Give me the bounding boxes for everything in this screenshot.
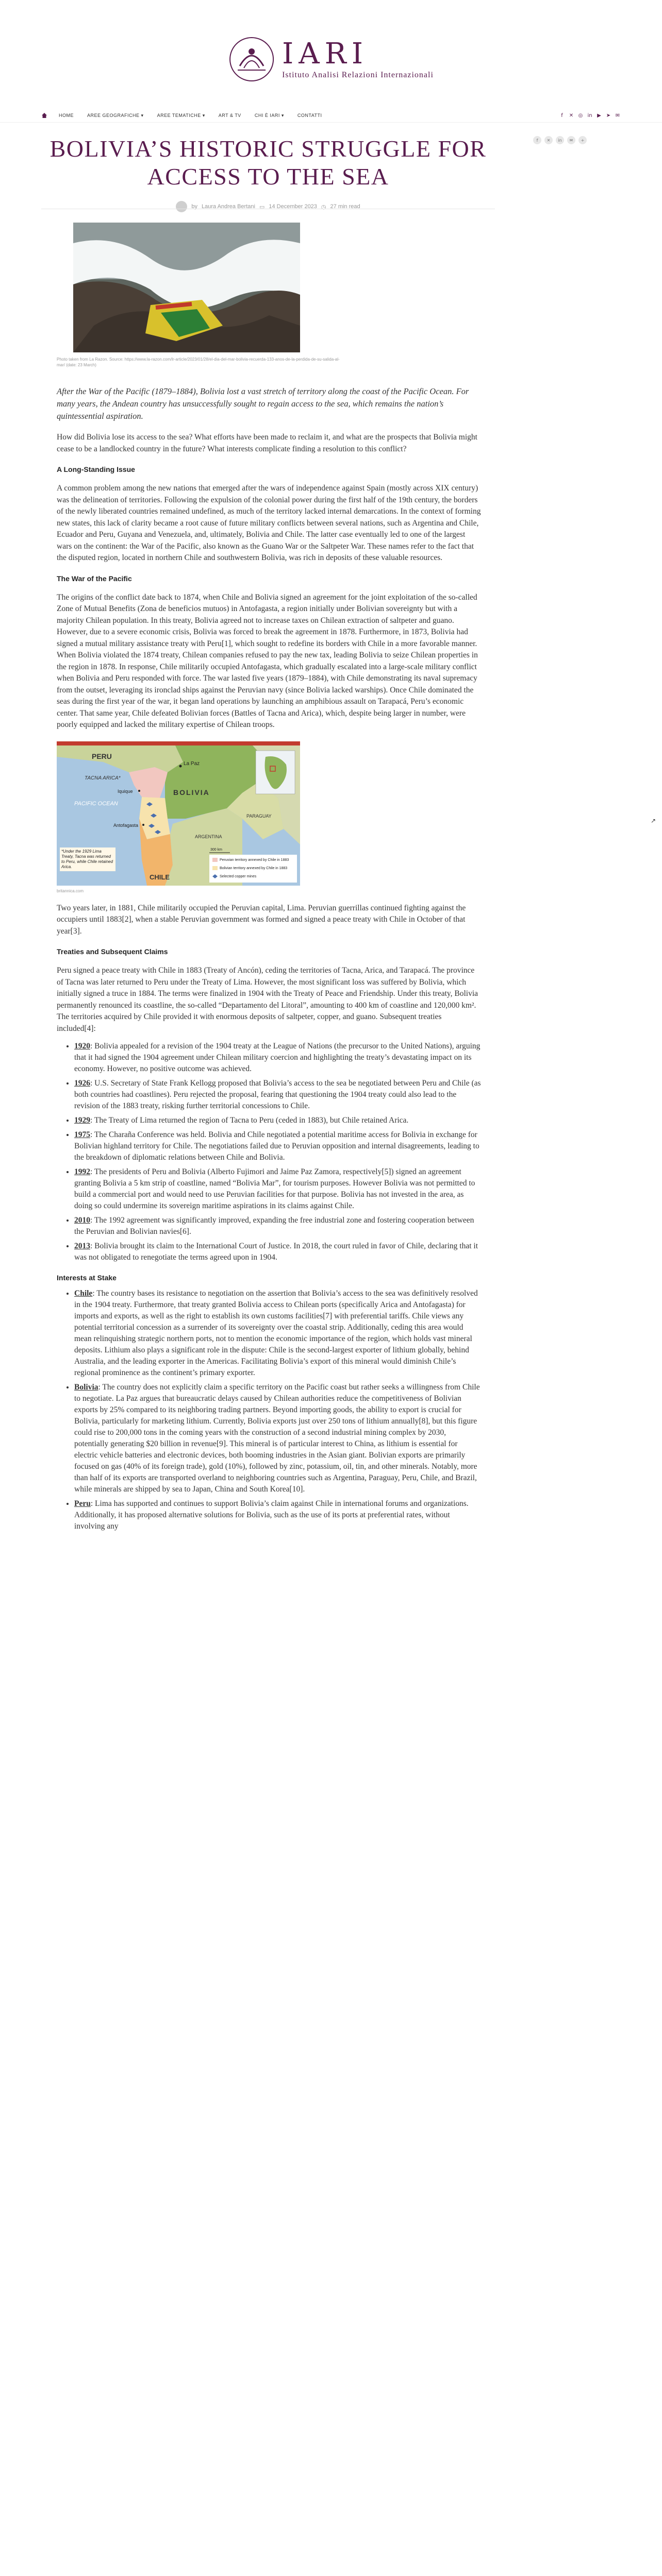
page-title: BOLIVIA’S HISTORIC STRUGGLE FOR ACCESS TO THE SEA (49, 135, 487, 190)
historical-map (57, 741, 300, 886)
map-label-peru: PERU (92, 752, 112, 760)
post-meta (41, 201, 495, 212)
site-logo[interactable] (228, 36, 434, 82)
list-item (74, 1041, 482, 1075)
telegram-icon[interactable]: ➤ (606, 112, 611, 118)
hero-photo (73, 223, 300, 352)
map-label-chile: CHILE (150, 873, 170, 881)
section-heading: Interests at Stake (57, 1274, 117, 1282)
list-item-key: Peru (74, 1499, 91, 1508)
share-facebook-icon[interactable]: f (533, 136, 541, 144)
list-item-text: : Bolivia brought its claim to the International Court of Justice. In 2018, the court ruled in favor of Chile, declaring that it was not obligated to renegotiate the terms agreed upon in 1904. (74, 1242, 478, 1262)
main-nav (0, 108, 662, 123)
calendar-icon: ▭ (259, 204, 265, 210)
site-header (0, 0, 662, 108)
list-item-text: : The Treaty of Lima returned the region of Tacna to Peru (ceded in 1883), but Chile retained Arica. (90, 1116, 409, 1125)
nav-item-label: AREE GEOGRAFICHE (87, 112, 140, 118)
list-item-text: : The country does not explicitly claim a specific territory on the Pacific coast but rather seeks a willingness from Chile to negotiate. La Paz argues that bureaucratic delays caused by Chilean authorities reduce the competitiveness of Bolivian exports by 25% compared to its neighboring trading partners. Beyond importing goods, the ability to export is crucial for Bolivia, particularly for marketing lithium. Currently, Bolivia exports just over 250 tons of lithium annually[8], but this figure could rise to 200,000 tons in the coming years with the construction of a second industrial mining complex by 2030, potentially generating $20 billion in revenue[9]. This mineral is of particular interest to China, as lithium is essential for electric vehicle batteries and electronic devices, both booming industries in the Asian giant. Bolivian exports are primarily focused on gas (40% of its foreign trade), gold (10%), followed by zinc, potassium, oil, tin, and other minerals. Notably, more than half of its exports are transported overland to neighboring countries such as Argentina, Paraguay, Peru, Chile, and Brazil, while minerals are shipped by sea to Japan, China and South Korea[10]. (74, 1383, 480, 1494)
list-item-key: 2013 (74, 1242, 90, 1250)
list-item-text: : Bolivia appealed for a revision of the 1904 treaty at the League of Nations (the precursor to the United Nations), arguing that it had signed the 1904 agreement under Chilean military coercion and highlighting the treaty’s devastating impact on its economy. However, no positive outcome was achieved. (74, 1042, 481, 1073)
list-item-text: : The Charaña Conference was held. Bolivia and Chile negotiated a potential maritime access for Bolivia in exchange for Bolivian highland territory for Chile. The negotiations failed due to Peruvian opposition and internal disagreements, leading to the breakdown of diplomatic relations between Chile and Bolivia. (74, 1130, 479, 1162)
list-item-key: 1920 (74, 1042, 90, 1050)
list-item-text: : U.S. Secretary of State Frank Kellogg proposed that Bolivia’s access to the sea be negotiated between Peru and Chile (as both countries had coastlines). Peru rejected the proposal, fearing that questioning the 1904 treaty could also lead to the revision of the 1883 treaty, risking further territorial concessions to Chile. (74, 1079, 481, 1110)
section-heading: A Long-Standing Issue (57, 465, 135, 473)
map-label-ocean: PACIFIC OCEAN (74, 800, 118, 807)
nav-item-aree-tematiche[interactable] (157, 113, 205, 118)
share-icon[interactable]: ↗ (651, 817, 656, 824)
reading-time: 27 min read (330, 204, 360, 210)
logo-subtitle: Istituto Analisi Relazioni Internazionali (282, 71, 434, 79)
article-paragraph: A common problem among the new nations that emerged after the wars of independence against Spain (mostly across XIX century) was the delineation of territories. Following the expulsion of the colonial power during the first half of the 19th century, the borders of the newly liberated countries remained undefined, as much of the territory lacked internal demarcations. In the context of forming new states, this lack of clarity became a root cause of future military conflicts between several nations, such as Argentina and Chile, Ecuador and Peru, Guyana and Venezuela, and, ultimately, Bolivia and Chile. The latter case eventually led to one of the largest wars on the continent: the War of the Pacific, also known as the Guano War or the Saltpeter War. These names refer to the fact that the disputed region, located in northern Chile and southwestern Bolivia, was rich in deposits of these valuable resources. (57, 484, 481, 562)
list-item-text: : The country bases its resistance to negotiation on the assertion that Bolivia’s access to the sea was definitively resolved in the 1904 treaty. Furthermore, that treaty granted Bolivia access to Chilean ports (specifically Arica and Antofagasta) for imports and exports, as well as the right to establish its own customs facilities[7] with preferential tariffs. Chile views any potential territorial concession as a surrender of its sovereignty over the coastal strip. Additionally, ceding this area would mean relinquishing strategic northern ports, not to mention the economic importance of the region, which holds vast mineral deposits. Lithium also plays a significant role in the dispute: Chile is the second-largest exporter of lithium globally, behind Australia, and the leading exporter in the Americas. Facilitating Bolivia’s export of this mineral would diminish Chile’s regional prominence as the continent’s primary exporter. (74, 1289, 478, 1377)
list-item-key: Chile (74, 1289, 93, 1298)
list-item-key: 2010 (74, 1216, 90, 1225)
map-label-bolivia: BOLIVIA (173, 788, 210, 796)
twitter-icon[interactable]: ✕ (569, 112, 574, 118)
list-item-key: 1992 (74, 1167, 90, 1176)
article-lede: After the War of the Pacific (1879–1884), Bolivia lost a vast stretch of territory along the coast of the Pacific Ocean. For many years, the Andean country has unsuccessfully sought to regain access to the sea, which remains the nation’s quintessential aspiration. (57, 386, 469, 421)
share-email-icon[interactable]: ✉ (567, 136, 575, 144)
nav-item-label: AREE TEMATICHE (157, 112, 201, 118)
list-item-key: 1926 (74, 1079, 90, 1088)
nav-item-contatti[interactable]: CONTATTI (297, 113, 322, 118)
article-intro: How did Bolivia lose its access to the sea? What efforts have been made to reclaim it, and what are the prospects that Bolivia might cease to be a landlocked country in the future? What interests complicate finding a resolution to this conflict? (57, 433, 477, 453)
logo-title: IARI (282, 37, 368, 71)
map-label-antofagasta: Antofagasta (113, 822, 139, 828)
nav-item-home[interactable]: HOME (59, 113, 74, 118)
article-paragraph: Two years later, in 1881, Chile militarily occupied the Peruvian capital, Lima. Peruvian guerrillas continued fighting against the occupiers until 1883[2], when a stable Peruvian government was formed and signed a peace treaty with Chile in October of that year[3]. (57, 903, 466, 936)
share-twitter-icon[interactable]: ✕ (544, 136, 553, 144)
list-item (74, 1288, 482, 1379)
nav-item-art-tv[interactable]: ART & TV (218, 113, 241, 118)
map-svg (57, 741, 300, 886)
logo-emblem-icon (228, 36, 275, 82)
map-label-paraguay: PARAGUAY (246, 813, 272, 819)
author-link[interactable]: Laura Andrea Bertani (201, 204, 255, 210)
list-item (74, 1215, 482, 1238)
map-label-lapaz: La Paz (184, 760, 200, 767)
nav-item-chi-e-iari[interactable] (255, 113, 284, 118)
list-item (74, 1382, 482, 1495)
post-header (41, 135, 495, 212)
map-header-bar (57, 741, 300, 745)
article-paragraph: The origins of the conflict date back to 1874, when Chile and Bolivia signed an agreement for the joint exploitation of the so-called Zone of Mutual Benefits (Zona de beneficios mutuos) in Antofagasta, a region initially under Bolivian sovereignty but with a majority Chilean population. In this treaty, Bolivia agreed not to increase taxes on Chilean extraction of saltpeter and guano. However, due to a severe economic crisis, Bolivia was forced to break the agreement in 1878. Furthermore, in 1873, Bolivia had signed a mutual military assistance treaty with Peru[1], which sought to redefine its borders with Chile in a more favorable manner. When Bolivia violated the 1874 treaty, Chilean companies refused to pay the new tax, leading Bolivia to seize Chilean properties in the region in 1878. In response, Chile militarily occupied Antofagasta, which gradually escalated into a large-scale military conflict when Bolivia and Peru responded with force. The war lasted five years (1879–1884), with Chile demonstrating its naval supremacy from the outset, leveraging its ironclad ships against the Peruvian navy (since Bolivia lacked warships). Once Chile dominated the seas during the first year of the war, it began land operations by launching an amphibious assault on Tarapacá, Peru’s economic center. That same year, Chile defeated Bolivian forces (Battles of Tacna and Arica), which, despite being larger in number, were poorly equipped and lacked the military expertise of Chilean troops. (57, 592, 478, 729)
chevron-down-icon: ▾ (202, 112, 205, 118)
chevron-down-icon: ▾ (141, 112, 144, 118)
article-body (57, 223, 482, 1535)
post-date: 14 December 2023 (269, 204, 317, 210)
nav-item-aree-geografiche[interactable] (87, 113, 144, 118)
share-buttons (533, 136, 587, 144)
instagram-icon[interactable]: ◎ (578, 112, 583, 118)
list-item (74, 1129, 482, 1163)
hero-image (73, 223, 300, 352)
list-item-key: 1929 (74, 1116, 90, 1125)
map-credit: britannica.com (57, 888, 84, 893)
list-item (74, 1166, 482, 1212)
clock-icon: ◷ (321, 204, 326, 210)
map-label-tacna-arica: TACNA ARICA* (85, 775, 121, 781)
list-item-text: : The presidents of Peru and Bolivia (Alberto Fujimori and Jaime Paz Zamora, respectively[5]) signed an agreement granting Bolivia a 5 km strip of coastline, named “Bolivia Mar”, for tourism purposes. However Bolivia was not permitted to build a commercial port and would need to use Peruvian facilities for that purpose. Bolivia has not invested in the area, as doing so could undermine its sovereign maritime aspirations in its claims against Chile. (74, 1167, 475, 1210)
interests-list (74, 1288, 482, 1532)
linkedin-icon[interactable]: in (587, 112, 592, 118)
section-heading: Treaties and Subsequent Claims (57, 947, 168, 956)
hero-caption: Photo taken from La Razon. Source: https://www.la-razon.com/lr-article/2023/01/28/el-dia-del-mar-bolivia-recuerda-133-anos-de-la-perdida-de-su-salida-al-mar/ (date: 23 March) (57, 357, 340, 367)
list-item-text: : The 1992 agreement was significantly improved, expanding the free industrial zone and fostering cooperation between the Peruvian and Bolivian navies[6]. (74, 1216, 474, 1236)
list-item-key: 1975 (74, 1130, 90, 1139)
legend-label: Bolivian territory annexed by Chile in 1883 (220, 866, 288, 870)
map-label-iquique: Iquique (118, 788, 133, 794)
share-linkedin-icon[interactable]: in (556, 136, 564, 144)
article-paragraph: Peru signed a peace treaty with Chile in 1883 (Treaty of Ancón), ceding the territories of Tacna, Arica, and Tarapacá. The province of Tacna was later returned to Peru under the Treaty of Lima. However, the most significant loss was suffered by Bolivia, which initially signed a truce in 1884. The terms were finalized in 1904 with the Treaty of Peace and Friendship. Under this treaty, Bolivia permanently renounced its coastline, the so-called “Departamento del Litoral”, amounting to 400 km of coastline and 120,000 km². The territories acquired by Chile provided it with enormous deposits of saltpeter, copper, and guano. Subsequent treaties included[4]: (57, 966, 478, 1033)
section-heading: The War of the Pacific (57, 574, 132, 583)
legend-label: Peruvian territory annexed by Chile in 1883 (220, 858, 289, 862)
legend-swatch-bolivia (212, 866, 218, 870)
avatar (176, 201, 187, 212)
list-item (74, 1498, 482, 1532)
map-note: *Under the 1929 Lima Treaty, Tacna was returned to Peru, while Chile retained Arica. (60, 848, 115, 871)
list-item (74, 1241, 482, 1263)
youtube-icon[interactable]: ▶ (597, 112, 601, 118)
legend-label: Selected copper mines (220, 874, 257, 878)
share-more-icon[interactable]: + (578, 136, 587, 144)
list-item (74, 1115, 482, 1126)
map-scale: 300 km (210, 848, 222, 852)
treaties-list (74, 1041, 482, 1263)
list-item-key: Bolivia (74, 1383, 98, 1392)
email-icon[interactable]: ✉ (615, 112, 620, 118)
list-item-text: : Lima has supported and continues to support Bolivia’s claim against Chile in international forums and organizations. Additionally, it has proposed alternative solutions for Bolivia, such as the use of its ports at preferential rates, without involving any (74, 1499, 469, 1531)
nav-item-label: CHI È IARI (254, 112, 280, 118)
facebook-icon[interactable]: f (561, 112, 563, 118)
social-links (559, 112, 621, 118)
list-item (74, 1078, 482, 1112)
home-icon[interactable] (41, 112, 47, 118)
chevron-down-icon: ▾ (281, 112, 284, 118)
map-label-argentina: ARGENTINA (195, 834, 222, 839)
author-prefix: by (191, 204, 197, 210)
legend-swatch-peru (212, 858, 218, 862)
